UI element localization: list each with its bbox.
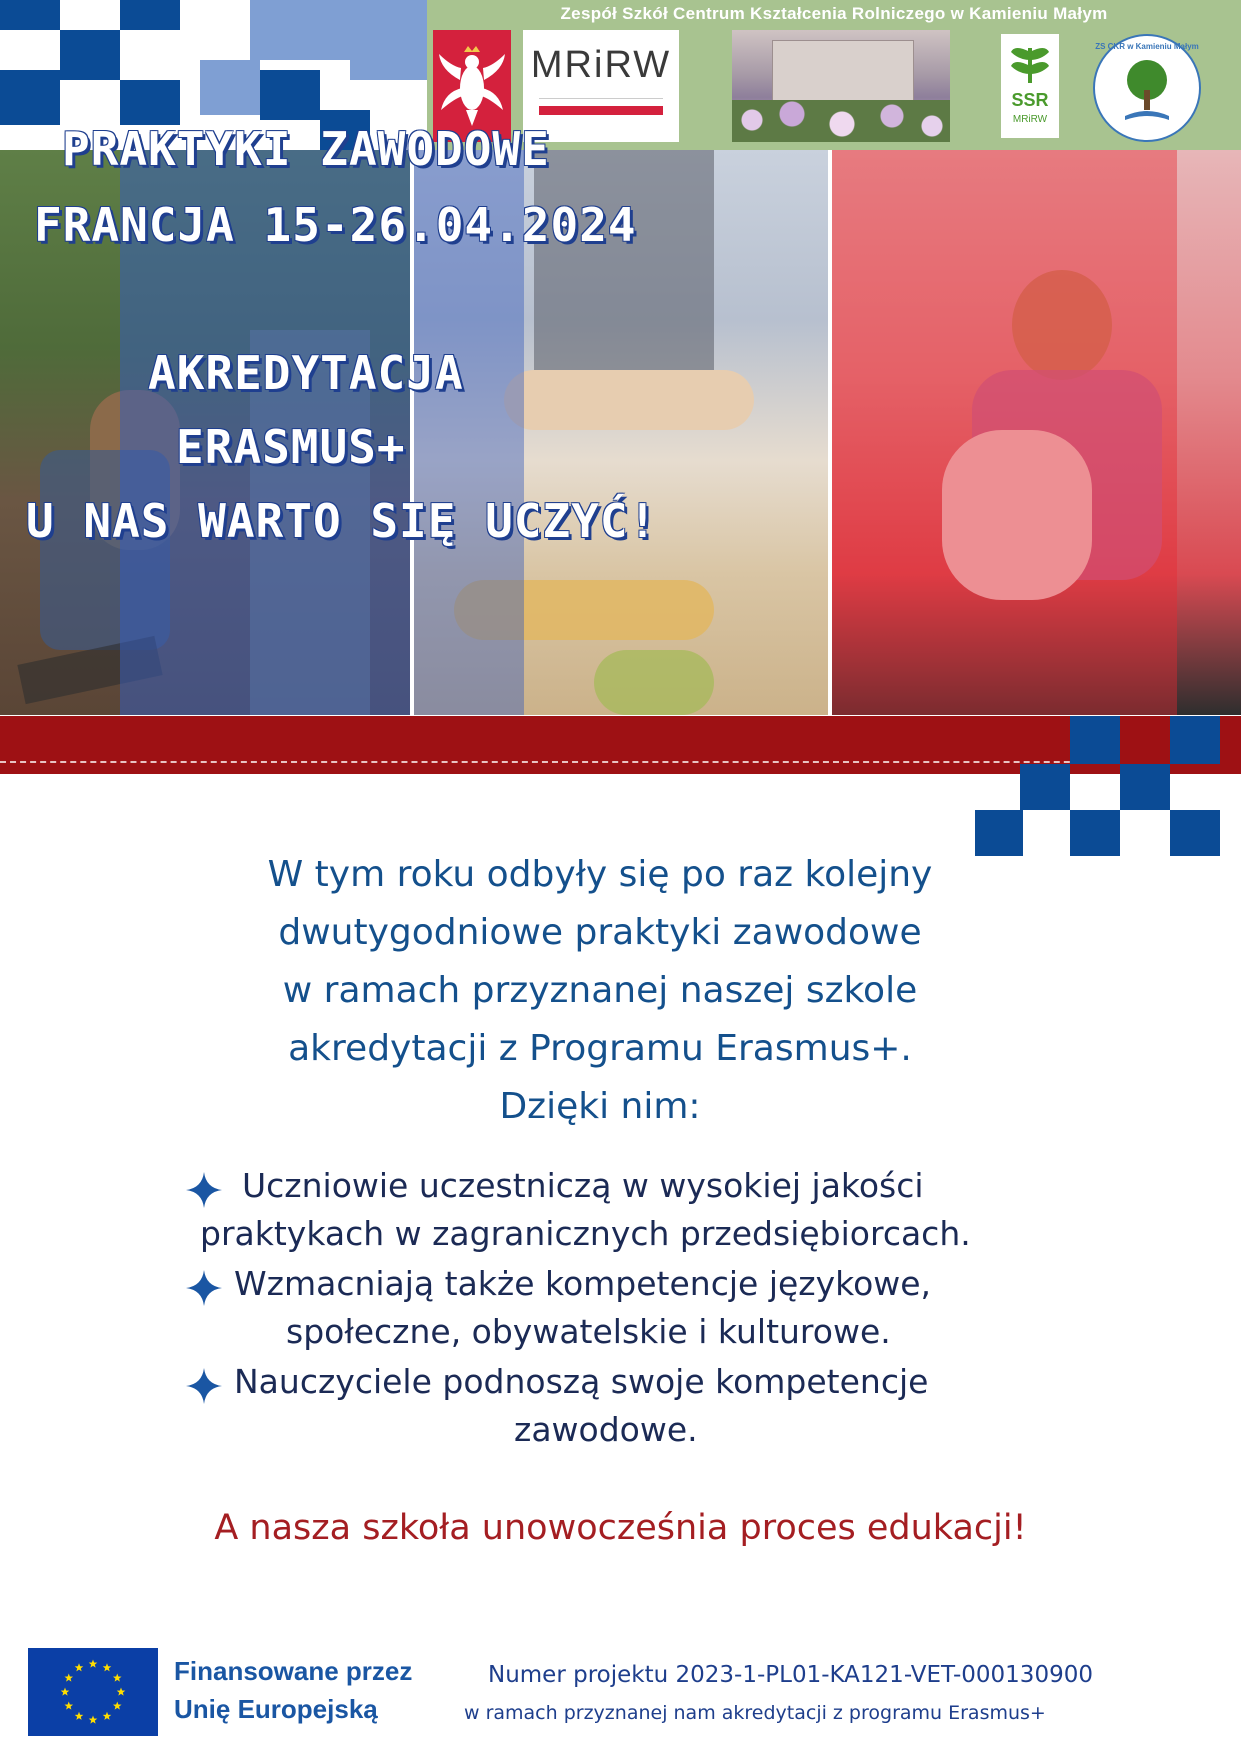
funded-by-line-2: Unię Europejską [174, 1694, 378, 1724]
headline-line-4: ERASMUS+ [176, 420, 406, 474]
ssr-logo [1001, 34, 1059, 138]
dashed-divider [0, 761, 1120, 763]
headline-line-2: FRANCJA 15-26.04.2024 [34, 198, 637, 252]
intro-line-5: Dzięki nim: [499, 1086, 701, 1127]
eu-star-icon [113, 1702, 122, 1710]
eu-star-icon [75, 1663, 84, 1671]
eu-star-icon [117, 1688, 126, 1696]
bullet-2-line-2: społeczne, obywatelskie i kulturowe. [286, 1312, 891, 1351]
eu-star-icon [61, 1688, 70, 1696]
school-name: Zespół Szkół Centrum Kształcenia Rolniczego w Kamieniu Małym [560, 4, 1108, 23]
funded-by-line-1: Finansowane przez [174, 1656, 413, 1686]
eu-star-icon [103, 1712, 112, 1720]
diamond-bullet-icon [186, 1172, 222, 1208]
eu-star-icon [113, 1674, 122, 1682]
headline-line-5: U NAS WARTO SIĘ UCZYĆ! [26, 494, 658, 548]
headline-line-3: AKREDYTACJA [148, 346, 464, 400]
project-number: Numer projektu 2023-1-PL01-KA121-VET-000130900 [488, 1662, 1093, 1688]
bullet-3-line-2: zawodowe. [514, 1410, 698, 1449]
eu-flag-icon [28, 1648, 158, 1736]
diamond-bullet-icon [186, 1368, 222, 1404]
intro-line-2: dwutygodniowe praktyki zawodowe [278, 912, 922, 953]
intro-line-4: akredytacji z Programu Erasmus+. [288, 1028, 912, 1069]
eu-star-icon [103, 1663, 112, 1671]
ssr-logo-text: SSR [1011, 90, 1049, 110]
vet-photo [832, 150, 1241, 715]
intro-line-3: w ramach przyznanej naszej szkole [282, 970, 918, 1011]
headline-line-1: PRAKTYKI ZAWODOWE [62, 122, 550, 176]
mrirw-logo-stripe-red [539, 106, 663, 115]
ssr-logo-sub: MRiRW [1012, 114, 1048, 125]
leaf-icon [1001, 38, 1059, 88]
diamond-bullet-icon [186, 1270, 222, 1306]
eu-star-icon [89, 1716, 98, 1724]
bullet-1-line-2: praktykach w zagranicznych przedsiębiorcach. [200, 1214, 971, 1253]
project-note: w ramach przyznanej nam akredytacji z programu Erasmus+ [464, 1702, 1046, 1724]
bullet-3-line-1: Nauczyciele podnoszą swoje kompetencje [234, 1362, 929, 1401]
eu-star-icon [75, 1712, 84, 1720]
checkerboard-right [975, 716, 1241, 856]
closing-statement: A nasza szkoła unowocześnia proces edukacji! [214, 1508, 1027, 1548]
school-logo-text: ZS CKR w Kamieniu Małym [1095, 42, 1199, 51]
eu-star-icon [64, 1674, 73, 1682]
bullet-1-line-1: Uczniowie uczestniczą w wysokiej jakości [242, 1166, 924, 1205]
eu-star-icon [89, 1660, 98, 1668]
eu-star-icon [64, 1702, 73, 1710]
school-round-logo [1093, 34, 1203, 144]
tree-icon [1095, 36, 1199, 140]
mrirw-logo-text: MRiRW [530, 44, 672, 86]
school-building-photo [732, 30, 950, 142]
bullet-2-line-1: Wzmacniają także kompetencje językowe, [234, 1264, 932, 1303]
intro-line-1: W tym roku odbyły się po raz kolejny [267, 854, 933, 895]
